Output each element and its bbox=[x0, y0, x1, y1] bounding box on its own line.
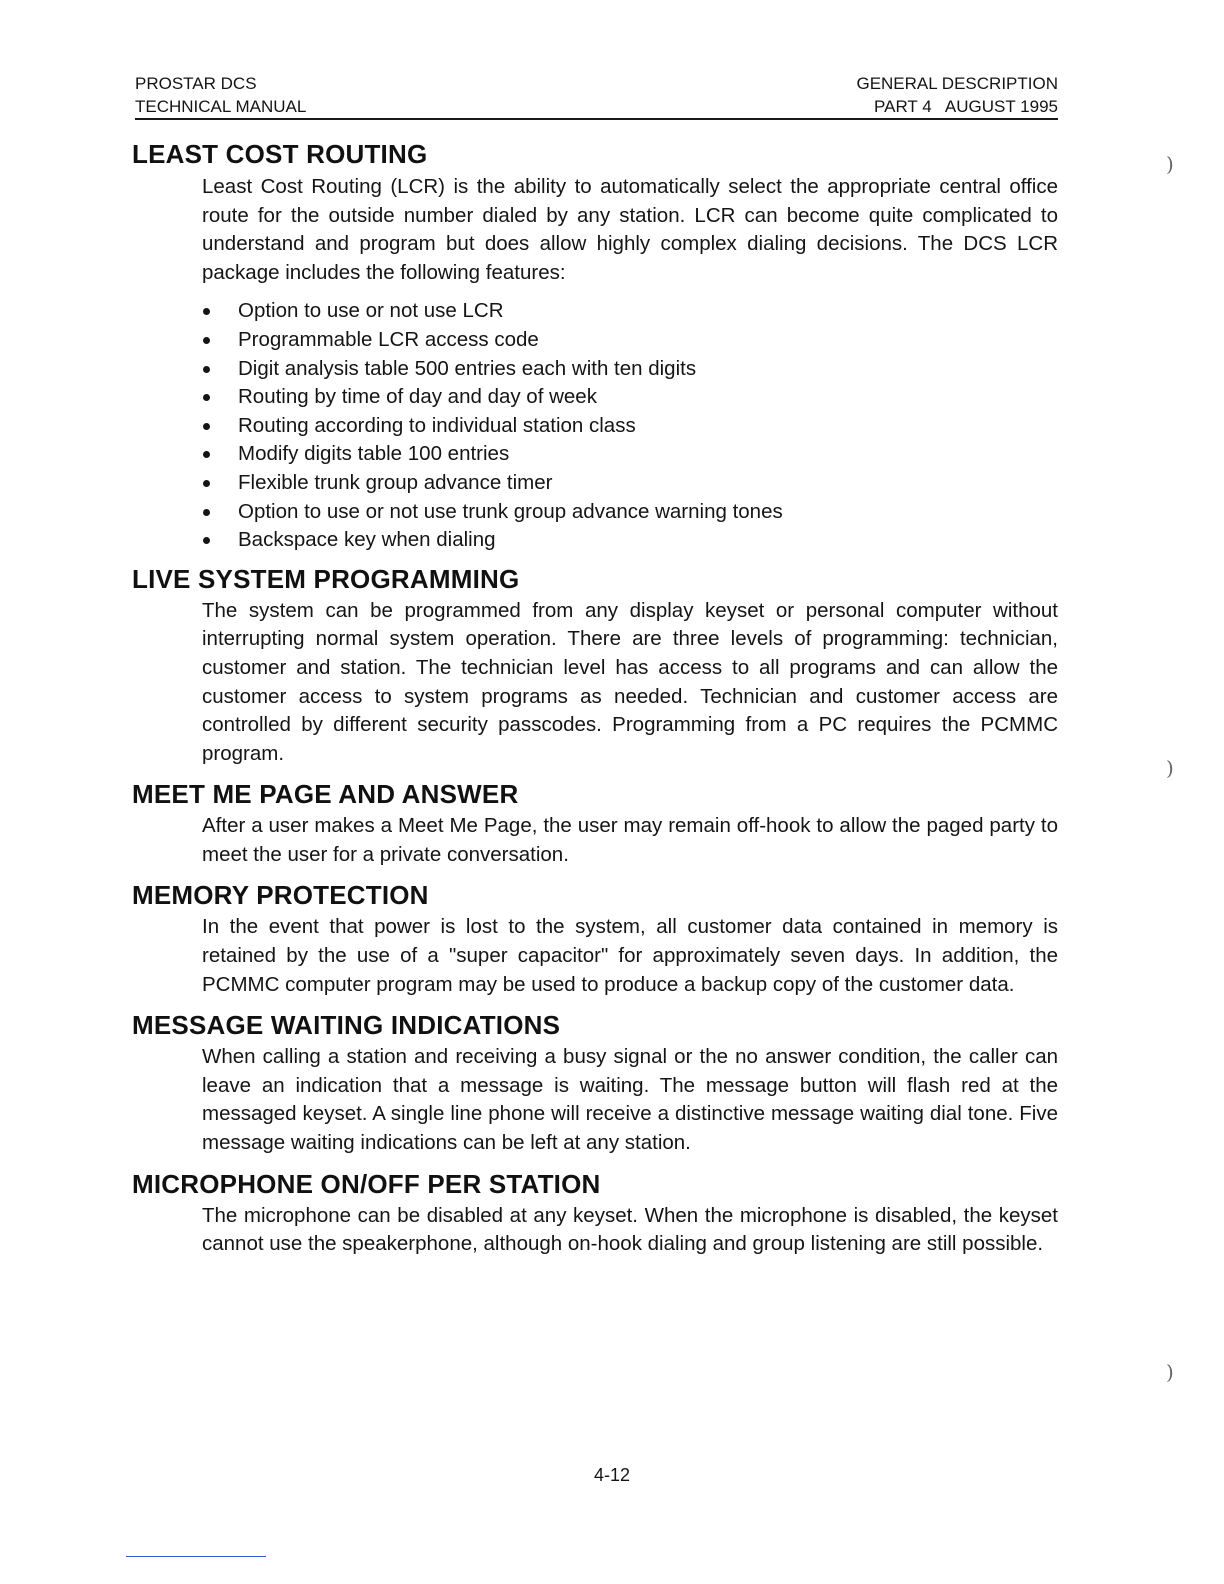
header-section: GENERAL DESCRIPTION bbox=[856, 74, 1058, 93]
bullet-icon bbox=[203, 337, 210, 344]
list-item bbox=[202, 526, 1058, 555]
list-item bbox=[202, 412, 1058, 441]
page-number: 4-12 bbox=[593, 1465, 631, 1485]
bullet-icon bbox=[203, 308, 210, 315]
section-body: Least Cost Routing (LCR) is the ability to automatically select the appropriate central office route for the outside number dialed by any station. LCR can become quite complicated to understand and program but does allow highly complex dialing decisions. The DCS LCR package includes the following features: bbox=[202, 175, 1058, 284]
section-title: MICROPHONE ON/OFF PER STATION bbox=[132, 1168, 601, 1199]
list-item bbox=[202, 355, 1058, 384]
header-right bbox=[856, 72, 1058, 118]
header-product: PROSTAR DCS bbox=[135, 74, 257, 93]
section-body: In the event that power is lost to the system, all customer data contained in memory is retained by the use of a "super capacitor" for approximately seven days. In addition, the PCMMC computer program may be used to produce a backup copy of the customer data. bbox=[202, 915, 1058, 996]
section-title: MEMORY PROTECTION bbox=[132, 880, 429, 911]
list-item-text: Routing by time of day and day of week bbox=[238, 385, 597, 409]
section-message-waiting bbox=[132, 1009, 1058, 1157]
section-meet-me-page bbox=[132, 778, 1058, 869]
page-header bbox=[135, 72, 1058, 120]
header-rule bbox=[135, 118, 1058, 120]
margin-mark-icon: ) bbox=[1166, 756, 1174, 780]
section-title: MEET ME PAGE AND ANSWER bbox=[132, 779, 519, 810]
header-part-date: PART 4 AUGUST 1995 bbox=[874, 97, 1058, 116]
section-least-cost-routing bbox=[132, 138, 1058, 555]
section-body: After a user makes a Meet Me Page, the user may remain off-hook to allow the paged party to meet the user for a private conversation. bbox=[202, 814, 1058, 866]
bullet-icon bbox=[203, 423, 210, 430]
section-body: The microphone can be disabled at any keyset. When the microphone is disabled, the keyset cannot use the speakerphone, although on-hook dialing and group listening are still possible. bbox=[202, 1203, 1058, 1256]
list-item bbox=[202, 469, 1058, 498]
list-item-text: Modify digits table 100 entries bbox=[238, 442, 510, 466]
section-body: The system can be programmed from any display keyset or personal computer without interrupting normal system operation. There are three levels of programming: technician, customer and station. The technician level has access to all programs and can allow the customer access to system programs as needed. Technician and customer access are controlled by different security passcodes. Programming from a PC requires the PCMMC program. bbox=[202, 598, 1058, 765]
list-item bbox=[202, 326, 1058, 355]
section-memory-protection bbox=[132, 879, 1058, 999]
list-item-text: Digit analysis table 500 entries each with ten digits bbox=[238, 356, 697, 380]
bullet-icon bbox=[203, 509, 210, 516]
section-body: When calling a station and receiving a busy signal or the no answer condition, the caller can leave an indication that a message is waiting. The message button will flash red at the messaged keyset. A single line phone will receive a distinctive message waiting dial tone. Five message waiting indications can be left at any station. bbox=[202, 1045, 1058, 1155]
header-left bbox=[135, 72, 306, 118]
section-title: LEAST COST ROUTING bbox=[132, 139, 428, 169]
header-manual-type: TECHNICAL MANUAL bbox=[135, 97, 307, 116]
margin-mark-icon: ) bbox=[1166, 152, 1174, 176]
footer-divider bbox=[126, 1556, 266, 1557]
list-item-text: Routing according to individual station class bbox=[238, 413, 636, 437]
feature-list bbox=[202, 297, 1058, 554]
list-item-text: Backspace key when dialing bbox=[238, 528, 496, 552]
bullet-icon bbox=[203, 537, 210, 544]
bullet-icon bbox=[203, 394, 210, 401]
bullet-icon bbox=[203, 366, 210, 373]
list-item bbox=[202, 440, 1058, 469]
section-title: LIVE SYSTEM PROGRAMMING bbox=[132, 563, 520, 594]
margin-mark-icon: ) bbox=[1166, 1360, 1174, 1384]
section-live-system-programming bbox=[132, 563, 1058, 769]
bullet-icon bbox=[203, 451, 210, 458]
section-microphone-on-off bbox=[132, 1168, 1058, 1259]
list-item-text: Option to use or not use trunk group advance warning tones bbox=[238, 499, 783, 523]
list-item-text: Programmable LCR access code bbox=[238, 327, 539, 351]
list-item-text: Option to use or not use LCR bbox=[238, 299, 504, 323]
list-item bbox=[202, 297, 1058, 326]
list-item bbox=[202, 383, 1058, 412]
list-item bbox=[202, 498, 1058, 527]
list-item-text: Flexible trunk group advance timer bbox=[238, 470, 553, 494]
section-title: MESSAGE WAITING INDICATIONS bbox=[132, 1010, 561, 1041]
page-content bbox=[132, 138, 1058, 1259]
bullet-icon bbox=[203, 480, 210, 487]
